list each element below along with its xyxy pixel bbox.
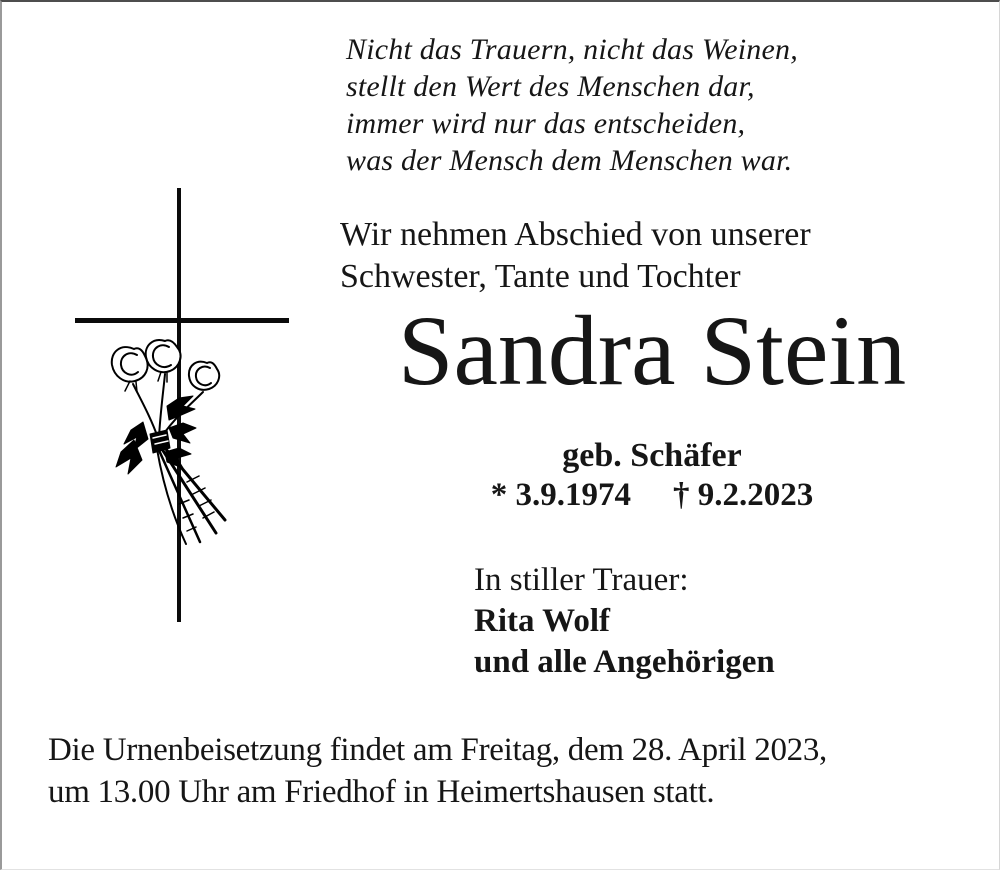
intro-line: Schwester, Tante und Tochter bbox=[340, 258, 741, 295]
deceased-name: Sandra Stein bbox=[397, 295, 907, 406]
birth-date: * 3.9.1974 bbox=[490, 477, 631, 513]
intro-line: Wir nehmen Abschied von unserer bbox=[340, 216, 811, 253]
poem-line: stellt den Wert des Menschen dar, bbox=[346, 70, 755, 103]
poem-line: was der Mensch dem Menschen war. bbox=[346, 144, 793, 177]
mourners-heading: In stiller Trauer: bbox=[474, 562, 689, 598]
life-dates bbox=[347, 479, 957, 512]
funeral-notice-line: um 13.00 Uhr am Friedhof in Heimertshausen statt. bbox=[48, 774, 715, 810]
mourner-name: und alle Angehörigen bbox=[474, 644, 775, 680]
death-date: † 9.2.2023 bbox=[673, 477, 814, 513]
mourner-name: Rita Wolf bbox=[474, 603, 610, 639]
roses-icon bbox=[103, 336, 239, 552]
poem-line: Nicht das Trauern, nicht das Weinen, bbox=[346, 33, 798, 66]
funeral-notice bbox=[48, 729, 827, 813]
poem bbox=[346, 31, 798, 179]
cross-horizontal-bar bbox=[75, 318, 289, 323]
intro-text bbox=[340, 214, 811, 298]
funeral-notice-line: Die Urnenbeisetzung findet am Freitag, dem 28. April 2023, bbox=[48, 732, 827, 768]
poem-line: immer wird nur das entscheiden, bbox=[346, 107, 746, 140]
maiden-name: geb. Schäfer bbox=[562, 437, 742, 474]
mourners-block bbox=[474, 560, 775, 683]
